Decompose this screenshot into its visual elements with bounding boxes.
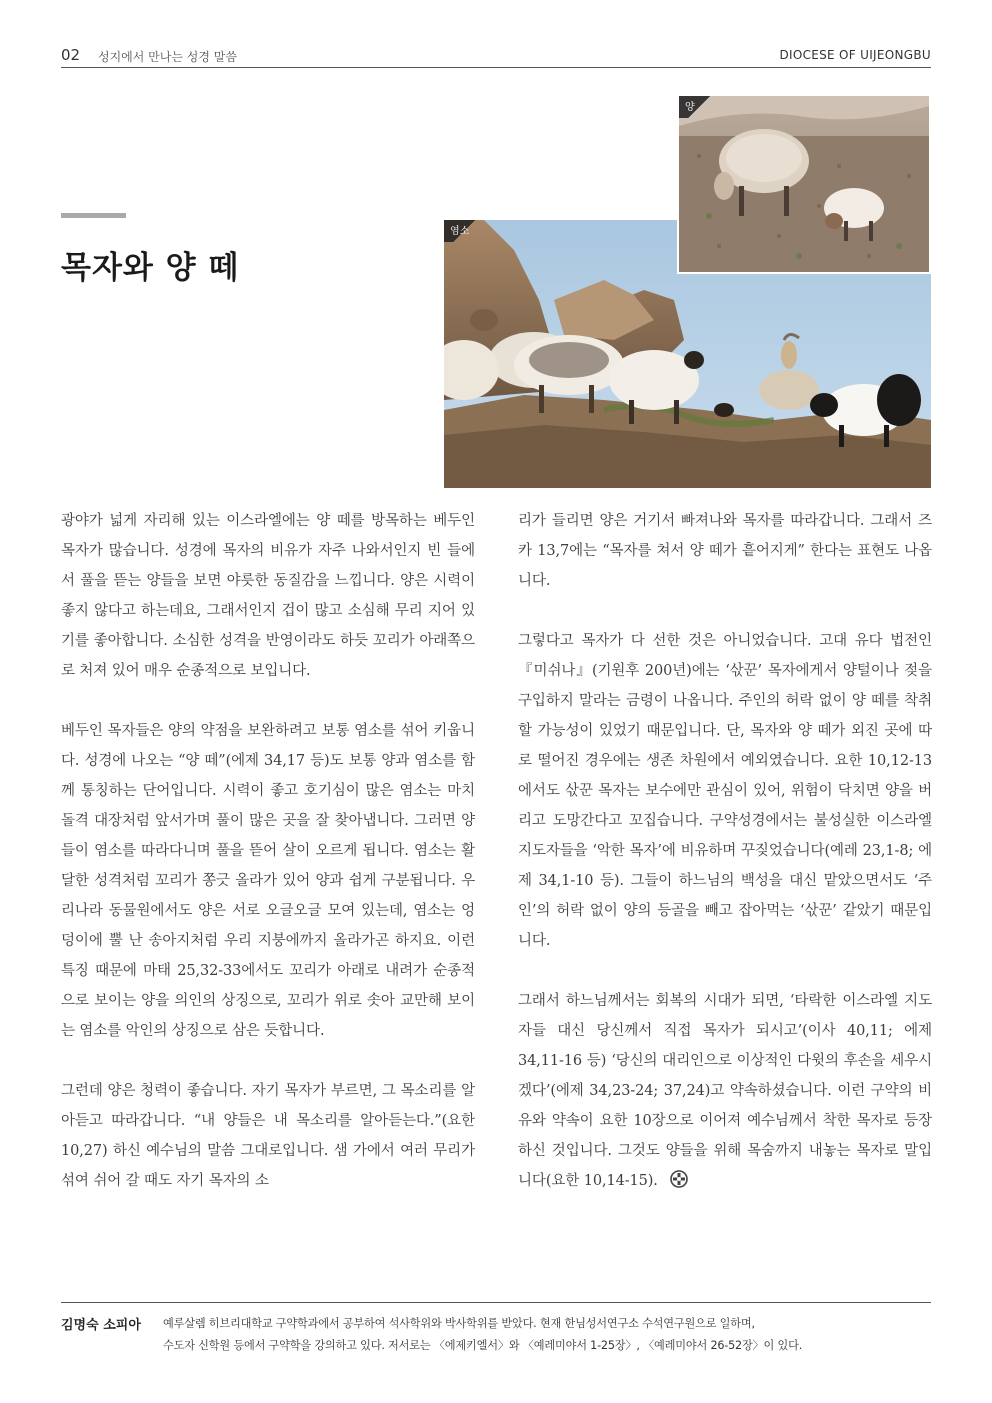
title-accent-bar <box>61 213 126 218</box>
cross-emblem-icon <box>670 1169 688 1199</box>
page-header <box>61 46 931 68</box>
author-bio-line: 예루살렘 히브리대학교 구약학과에서 공부하여 석사학위와 박사학위를 받았다. 현재 한님성서연구소 수석연구원으로 일하며, <box>163 1317 755 1330</box>
paragraph-last <box>518 986 932 1199</box>
author-name: 김명숙 소피아 <box>61 1318 141 1333</box>
section-title: 성지에서 만나는 성경 말씀 <box>98 50 237 64</box>
paragraph: 그런데 양은 청력이 좋습니다. 자기 목자가 부르면, 그 목소리를 알아듣고 따라갑니다. “내 양들은 내 목소리를 알아듣는다.”(요한 10,27) 하신 예수님의 말씀 그대로입니다. 샘 가에서 여러 무리가 섞여 쉬어 갈 때도 자기 목자의 소 <box>61 1083 475 1189</box>
header-divider <box>61 67 931 68</box>
paragraph: 광야가 넓게 자리해 있는 이스라엘에는 양 떼를 방목하는 베두인 목자가 많습니다. 성경에 목자의 비유가 자주 나와서인지 빈 들에서 풀을 뜯는 양들을 보면 야릇한 동질감을 느낍니다. 양은 시력이 좋지 않다고 하는데요, 그래서인지 겁이 많고 소심해 무리 지어 있기를 좋아합니다. 소심한 성격을 반영이라도 하듯 꼬리가 아래쪽으로 처져 있어 매우 순종적으로 보입니다. <box>61 513 475 679</box>
author-bio <box>163 1313 933 1357</box>
right-column <box>518 506 932 1229</box>
author-bio-line: 수도자 신학원 등에서 구약학을 강의하고 있다. 저서로는 〈에제키엘서〉와 〈예레미야서 1-25장〉, 〈예레미야서 26-52장〉이 있다. <box>163 1339 803 1352</box>
paragraph: 그렇다고 목자가 다 선한 것은 아니었습니다. 고대 유다 법전인 『미쉬나』(기원후 200년)에는 ‘삯꾼’ 목자에게서 양털이나 젖을 구입하지 말라는 금령이 나옵니다. 주인의 허락 없이 양 떼를 착취할 가능성이 있었기 때문입니다. 단, 목자와 양 떼가 외진 곳에 따로 떨어진 경우에는 생존 차원에서 예외였습니다. 요한 10,12-13에서도 삯꾼 목자는 보수에만 관심이 있어, 위험이 닥치면 양을 버리고 도망간다고 꼬집습니다. 구약성경에서는 불성실한 이스라엘 지도자들을 ‘악한 목자’에 비유하며 꾸짖었습니다(예레 23,1-8; 에제 34,1-10 등). 그들이 하느님의 백성을 대신 맡았으면서도 ‘주인’의 허락 없이 양의 등골을 빼고 잡아먹는 ‘삯꾼’ 같았기 때문입니다. <box>518 633 932 949</box>
footer-divider <box>61 1302 931 1303</box>
page-number: 02 <box>61 46 81 64</box>
sheep-photo <box>677 94 931 274</box>
sheep-photo-label: 양 <box>679 96 719 118</box>
goat-photo-label: 염소 <box>444 220 484 242</box>
left-column <box>61 506 475 1226</box>
paragraph: 리가 들리면 양은 거기서 빠져나와 목자를 따라갑니다. 그래서 즈카 13,7에는 “목자를 쳐서 양 떼가 흩어지게” 한다는 표현도 나옵니다. <box>518 513 932 589</box>
article-title: 목자와 양 떼 <box>61 250 240 286</box>
paragraph: 베두인 목자들은 양의 약점을 보완하려고 보통 염소를 섞어 키웁니다. 성경에 나오는 “양 떼”(에제 34,17 등)도 보통 양과 염소를 함께 통칭하는 단어입니다. 시력이 좋고 호기심이 많은 염소는 마치 돌격 대장처럼 앞서가며 풀이 많은 곳을 잘 찾아냅니다. 그러면 양들이 염소를 따라다니며 풀을 뜯어 살이 오르게 됩니다. 염소는 활달한 성격처럼 꼬리가 쫑긋 올라가 있어 양과 쉽게 구분됩니다. 우리나라 동물원에서도 양은 서로 오글오글 모여 있는데, 염소는 엉덩이에 뿔 난 송아지처럼 우리 지붕에까지 올라가곤 하지요. 이런 특징 때문에 마태 25,32-33에서도 꼬리가 아래로 내려가 순종적으로 보이는 양을 의인의 상징으로, 꼬리가 위로 솟아 교만해 보이는 염소를 악인의 상징으로 삼은 듯합니다. <box>61 723 475 1039</box>
diocese-name: DIOCESE OF UIJEONGBU <box>779 48 931 62</box>
paragraph-text: 그래서 하느님께서는 회복의 시대가 되면, ‘타락한 이스라엘 지도자들 대신 당신께서 직접 목자가 되시고’(이사 40,11; 에제 34,11-16 등) ‘당신의 대리인으로 이상적인 다윗의 후손을 세우시겠다’(에제 34,23-24; 37,24)고 약속하셨습니다. 이런 구약의 비유와 약속이 요한 10장으로 이어져 예수님께서 착한 목자로 등장하신 것입니다. 그것도 양들을 위해 목숨까지 내놓는 목자로 말입니다(요한 10,14-15). <box>518 993 932 1189</box>
